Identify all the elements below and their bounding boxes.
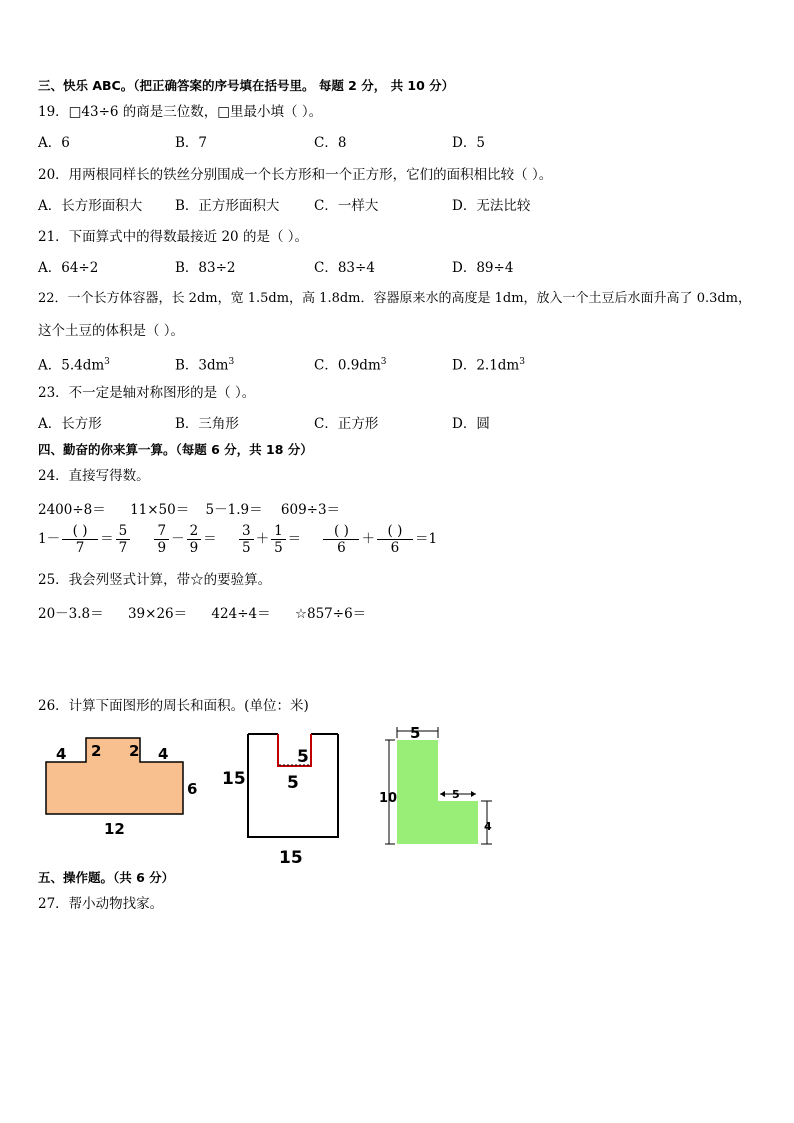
figure-1-label-step-left: 2 [91, 742, 102, 760]
q19-option-d[interactable]: D．5 [452, 135, 485, 151]
q19-option-c[interactable]: C．8 [314, 135, 347, 151]
q24-item-4: 609÷3＝ [280, 502, 341, 518]
q24-item-2: 11×50＝ [130, 502, 190, 518]
q22-stem-line2: 这个土豆的体积是（ ）。 [38, 323, 185, 339]
q24-frac-expr-1: 1－ $\frac{( )}{7}$ ＝ $\frac{5}{7}$ [38, 523, 132, 556]
q19-option-a[interactable]: A．6 [38, 135, 70, 151]
q21-option-d[interactable]: D．89÷4 [452, 260, 514, 276]
figure-1-label-right: 4 [158, 745, 169, 763]
figure-2-label-notch-depth: 5 [297, 747, 309, 767]
section-3-title: 三、快乐 ABC。（把正确答案的序号填在括号里。 每题 2 分， 共 10 分） [38, 78, 455, 93]
figure-2-notched-square [222, 734, 338, 868]
q22-options [38, 353, 638, 374]
q21-option-b[interactable]: B．83÷2 [175, 260, 236, 276]
q22-option-c[interactable]: C．$0.9dm^3$ [314, 357, 387, 374]
figure-3-label-top: 5 [410, 724, 421, 742]
q20-stem: 20．用两根同样长的铁丝分别围成一个长方形和一个正方形，它们的面积相比较（ ）。 [38, 167, 553, 183]
q21-stem: 21．下面算式中的得数最接近 20 的是（ ）。 [38, 229, 308, 245]
figure-3-l-shape [379, 724, 492, 844]
figure-1-label-left: 4 [56, 745, 67, 763]
q20-option-b[interactable]: B．正方形面积大 [175, 198, 280, 214]
q26-figures [0, 722, 794, 872]
q23-stem: 23．不一定是轴对称图形的是（ ）。 [38, 385, 256, 401]
q23-options [38, 415, 638, 433]
q24-item-1: 2400÷8＝ [38, 502, 106, 518]
figure-1-label-height: 6 [187, 780, 198, 798]
q25-row [38, 602, 366, 622]
q21-option-a[interactable]: A．64÷2 [38, 260, 99, 276]
q25-item-3: 424÷4＝ [211, 606, 271, 622]
q19-option-b[interactable]: B．7 [175, 135, 208, 151]
q22-stem-line1: 22．一个长方体容器，长 2dm，宽 1.5dm，高 1.8dm．容器原来水的高度是 1dm，放入一个土豆后水面升高了 0.3dm， [38, 291, 752, 306]
q20-option-c[interactable]: C．一样大 [314, 198, 379, 214]
q20-option-d[interactable]: D．无法比较 [452, 198, 531, 214]
q20-option-a[interactable]: A．长方形面积大 [38, 198, 143, 214]
q26-stem: 26．计算下面图形的周长和面积。(单位：米) [38, 698, 309, 714]
figure-3-label-inner-width: 5 [452, 788, 460, 801]
q24-item-3: 5－1.9＝ [205, 502, 263, 518]
q23-option-a[interactable]: A．长方形 [38, 416, 102, 432]
q24-stem: 24．直接写得数。 [38, 468, 150, 484]
q24-row1 [38, 498, 340, 518]
figure-1-label-step-right: 2 [129, 742, 140, 760]
figure-2-label-notch-width: 5 [287, 773, 299, 793]
q19-options [38, 134, 638, 152]
figure-1-label-bottom: 12 [104, 820, 125, 838]
q20-options [38, 197, 638, 215]
q23-option-b[interactable]: B．三角形 [175, 416, 239, 432]
figure-3-shape [397, 740, 478, 844]
q22-option-b[interactable]: B．$3dm^3$ [175, 357, 235, 374]
q19-stem: 19．□43÷6 的商是三位数，□里最小填（ ）。 [38, 104, 323, 120]
q22-option-a[interactable]: A．$5.4dm^3$ [38, 357, 110, 374]
q22-option-d[interactable]: D．$2.1dm^3$ [452, 357, 525, 374]
figure-3-label-left: 10 [379, 791, 398, 806]
section-5-title: 五、操作题。（共 6 分） [38, 870, 175, 885]
q21-options [38, 259, 638, 277]
q25-stem: 25．我会列竖式计算，带☆的要验算。 [38, 572, 272, 588]
section-4-title: 四、勤奋的你来算一算。（每题 6 分，共 18 分） [38, 442, 313, 457]
figure-2-label-side: 15 [222, 769, 246, 789]
q21-option-c[interactable]: C．83÷4 [314, 260, 375, 276]
q24-frac-expr-4: $\frac{( )}{6}$ ＋ $\frac{( )}{6}$ ＝1 [321, 523, 437, 556]
q23-option-d[interactable]: D．圆 [452, 416, 490, 432]
figure-3-label-right: 4 [484, 820, 492, 833]
figure-2-label-bottom: 15 [279, 848, 303, 868]
q27-stem: 27．帮小动物找家。 [38, 896, 164, 912]
figure-1-t-shape [46, 738, 197, 838]
q25-item-1: 20－3.8＝ [38, 606, 104, 622]
q24-frac-expr-3: $\frac{3}{5}$ ＋ $\frac{1}{5}$ ＝ [237, 523, 301, 556]
q25-item-4: ☆857÷6＝ [294, 606, 367, 622]
q24-row2 [38, 523, 437, 556]
q23-option-c[interactable]: C．正方形 [314, 416, 379, 432]
q25-item-2: 39×26＝ [127, 606, 188, 622]
q24-frac-expr-2: $\frac{7}{9}$ － $\frac{2}{9}$ ＝ [152, 523, 216, 556]
